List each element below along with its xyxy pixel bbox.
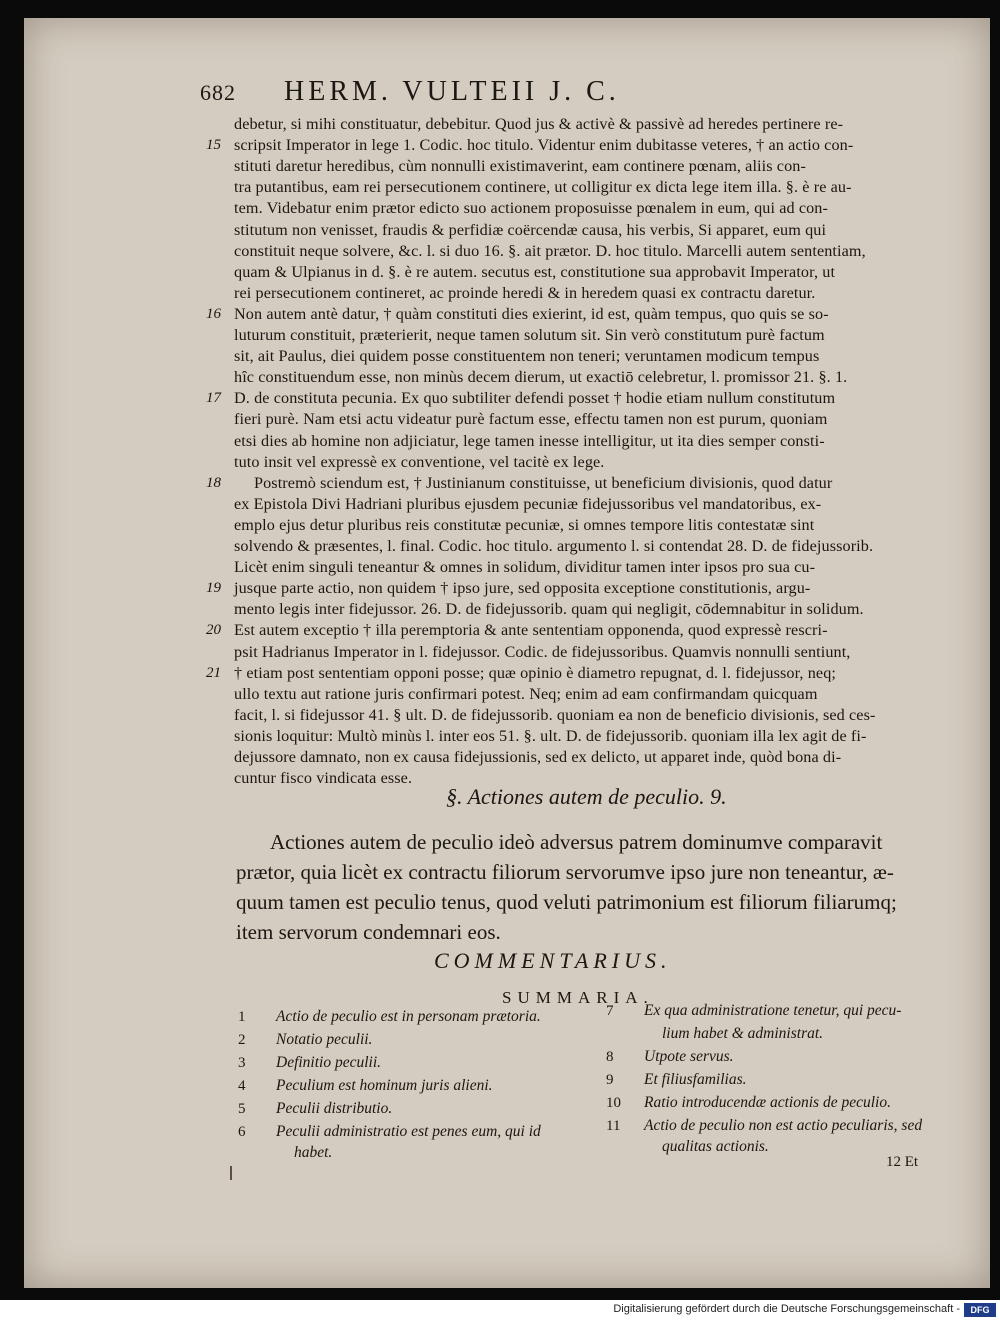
line-text: ullo textu aut ratione juris confirmari potest. Neq; enim ad eam confirmandam quicquam (234, 684, 818, 703)
text-line (24, 177, 990, 199)
catchword: 12 Et (886, 1154, 919, 1170)
text-line (24, 494, 990, 516)
section-line (24, 858, 990, 888)
line-text: D. de constituta pecunia. Ex quo subtiliter defendi posset † hodie etiam nullum constitutum (234, 389, 836, 408)
line-text: solvendo & præsentes, l. final. Codic. hoc titulo. argumento l. si contendat 28. D. de fidejussorib. (234, 537, 874, 555)
summary-text: Actio de peculio est in personam prætoria. (276, 1008, 541, 1025)
summary-text: Peculii distributio. (276, 1100, 393, 1117)
line-text: quam & Ulpianus in d. §. è re autem. secutus est, constitutione sua approbavit Imperator, ut (234, 262, 836, 281)
page-header (24, 70, 990, 110)
text-line (24, 452, 990, 474)
summary-text: qualitas actionis. (662, 1138, 769, 1155)
summary-number: 8 (606, 1049, 614, 1065)
line-text: jusque parte actio, non quidem † ipso jure, sed opposita exceptione constitutionis, argu- (234, 579, 811, 598)
summary-text: Peculii administratio est penes eum, qui id (276, 1123, 541, 1140)
section-line (24, 918, 990, 948)
line-text: hîc constituendum esse, non minùs decem dierum, ut exactiō celebretur, l. promissor 21. §. 1. (234, 368, 848, 387)
text-line (24, 283, 990, 305)
text-line (24, 599, 990, 621)
line-text: emplo ejus detur pluribus reis constitutæ pecuniæ, si omnes tempore litis contestatæ sint (234, 515, 815, 534)
text-line (24, 304, 990, 326)
margin-number: 15 (206, 137, 221, 154)
digitization-footer (0, 1300, 1000, 1320)
margin-number: 18 (206, 474, 221, 491)
dfg-logo: DFG (964, 1303, 996, 1317)
summary-text: Actio de peculio non est actio peculiaris, sed (644, 1117, 923, 1134)
line-text: dejussore damnato, non ex causa fidejussionis, sed ex delicto, ut apparet inde, quòd bona di- (234, 748, 842, 766)
section-line (24, 828, 990, 858)
text-line (24, 325, 990, 347)
text-line (24, 388, 990, 410)
text-line (24, 642, 990, 664)
rule-mark (230, 1166, 232, 1180)
summary-number: 2 (238, 1032, 246, 1048)
summary-text: Ratio introducendæ actionis de peculio. (644, 1094, 891, 1111)
book-page (24, 18, 990, 1288)
summary-text: habet. (294, 1144, 333, 1161)
running-head: HERM. VULTEII J. C. (284, 76, 620, 107)
commentary-title: COMMENTARIUS. (434, 948, 672, 973)
margin-number: 20 (206, 622, 221, 639)
text-line (24, 367, 990, 389)
summary-number: 4 (238, 1078, 246, 1094)
text-line (24, 578, 990, 600)
text-line (24, 241, 990, 263)
line-text: scripsit Imperator in lege 1. Codic. hoc titulo. Videntur enim dubitasse veteres, † an actio con- (234, 136, 854, 155)
line-text: stituti daretur heredibus, cùm nonnulli existimaverint, eam continere pœnam, aliis con- (234, 157, 806, 176)
text-line (24, 663, 990, 685)
line-text: debetur, si mihi constituatur, debebitur. Quod jus & activè & passivè ad heredes pertinere re- (234, 115, 844, 133)
page-text (24, 18, 990, 1288)
summary-number: 10 (606, 1095, 621, 1111)
line-text: mento legis inter fidejussor. 26. D. de fidejussorib. quam qui negligit, cōdemnabitur in solidum. (234, 600, 864, 619)
text-line (24, 198, 990, 220)
summary-number: 11 (606, 1118, 621, 1134)
margin-number: 16 (206, 305, 221, 322)
line-text: Non autem antè datur, † quàm constituti dies exierint, id est, quàm tempus, quo quis se so- (234, 304, 829, 323)
summary-number: 6 (238, 1124, 246, 1140)
line-text: tem. Videbatur enim prætor edicto suo actionem proposuisse pœnalem in eum, qui ad con- (234, 199, 828, 218)
line-text: luturum constituit, præterierit, neque tamen solutum sit. Sin verò constitutum purè factum (234, 326, 825, 344)
text-line (24, 156, 990, 178)
line-text: etsi dies ab homine non adjiciatur, lege tamen inesse intelligitur, ut ita dies semper consti- (234, 431, 825, 450)
margin-number: 19 (206, 580, 221, 597)
text-line (24, 705, 990, 727)
text-line (24, 473, 990, 495)
line-text: † etiam post sententiam opponi posse; quæ opinio è diametro repugnat, d. l. fidejussor, neq; (234, 663, 836, 682)
line-text: tuto insit vel expressè ex conventione, vel tacitè ex lege. (234, 452, 605, 471)
text-line (24, 220, 990, 242)
margin-number: 17 (206, 390, 221, 407)
summary-text: Utpote servus. (644, 1048, 734, 1065)
line-text: fieri purè. Nam etsi actu videatur purè factum esse, effectu tamen non est purum, quoniam (234, 410, 828, 429)
text-line (24, 557, 990, 579)
line-text: sionis loquitur: Multò minùs l. inter eos 51. §. ult. D. de fidejussorib. quoniam illa lex agit de fi- (234, 726, 867, 745)
text-line (24, 114, 990, 136)
summary-text: Peculium est hominum juris alieni. (276, 1077, 493, 1094)
section-line-text: item servorum condemnari eos. (236, 920, 501, 944)
text-line (24, 346, 990, 368)
line-text: Est autem exceptio † illa peremptoria & ante sententiam opponenda, quod expressè rescri- (234, 621, 828, 640)
line-text: Licèt enim singuli teneantur & omnes in solidum, dividitur tamen inter ipsos pro sua cu- (234, 558, 816, 577)
section-line (24, 888, 990, 918)
text-line (24, 536, 990, 558)
line-text: rei persecutionem contineret, ac proinde heredi & in heredem quasi ex contractu daretur. (234, 283, 816, 302)
summary-number: 7 (606, 1003, 614, 1019)
summary-text: Et filiusfamilias. (644, 1071, 747, 1088)
line-text: stitutum non venisset, fraudis & perfidiæ coërcendæ causa, his verbis, Si apparet, eum qui (234, 220, 827, 239)
text-line (24, 262, 990, 284)
line-text: ex Epistola Divi Hadriani pluribus ejusdem pecuniæ fidejussoribus vel mandatoribus, ex- (234, 494, 822, 513)
text-line (24, 726, 990, 748)
text-line (24, 620, 990, 642)
margin-number: 21 (206, 664, 221, 681)
summary-text: Definitio peculii. (276, 1054, 382, 1071)
section-line-text: quum tamen est peculio tenus, quod veluti patrimonium est filiorum filiarumq; (236, 890, 897, 914)
line-text: Postremò sciendum est, † Justinianum constituisse, ut beneficium divisionis, quod datur (254, 473, 833, 492)
summary-text: Notatio peculii. (276, 1031, 373, 1048)
line-text: constituit neque solvere, &c. l. si duo 16. §. ait prætor. D. hoc titulo. Marcelli autem sententiam, (234, 241, 866, 260)
summary-number: 1 (238, 1009, 246, 1025)
section-line-text: Actiones autem de peculio ideò adversus patrem dominumve comparavit (270, 830, 883, 854)
summaria-title: SUMMARIA. (502, 988, 654, 1007)
line-text: tra putantibus, eam rei persecutionem continere, ut colligitur ex dicta lege item illa. §. è re au- (234, 178, 852, 197)
text-line (24, 431, 990, 453)
line-text: facit, l. si fidejussor 41. § ult. D. de fidejussorib. quoniam ea non de beneficio divisionis, sed ces- (234, 705, 876, 724)
summary-number: 9 (606, 1072, 614, 1088)
summary-text: lium habet & administrat. (662, 1025, 824, 1042)
text-line (24, 409, 990, 431)
page-number: 682 (200, 80, 236, 105)
text-line (24, 684, 990, 706)
summary-number: 5 (238, 1101, 246, 1117)
text-line (24, 135, 990, 157)
section-heading: §. Actiones autem de peculio. 9. (446, 784, 727, 809)
line-text: sit, ait Paulus, diei quidem posse constituentem non teneri; veruntamen modicum tempus (234, 347, 820, 366)
footer-credit: Digitalisierung gefördert durch die Deutsche Forschungsgemeinschaft - (613, 1303, 960, 1315)
line-text: cuntur fisco vindicata esse. (234, 769, 413, 788)
summary-text: Ex qua administratione tenetur, qui pecu- (644, 1002, 902, 1019)
text-line (24, 515, 990, 537)
line-text: psit Hadrianus Imperator in l. fidejussor. Codic. de fidejussoribus. Quamvis nonnulli sentiunt, (234, 642, 851, 661)
section-line-text: prætor, quia licèt ex contractu filiorum servorumve ipso jure non teneantur, æ- (236, 860, 894, 884)
summary-number: 3 (238, 1055, 246, 1071)
text-line (24, 747, 990, 769)
